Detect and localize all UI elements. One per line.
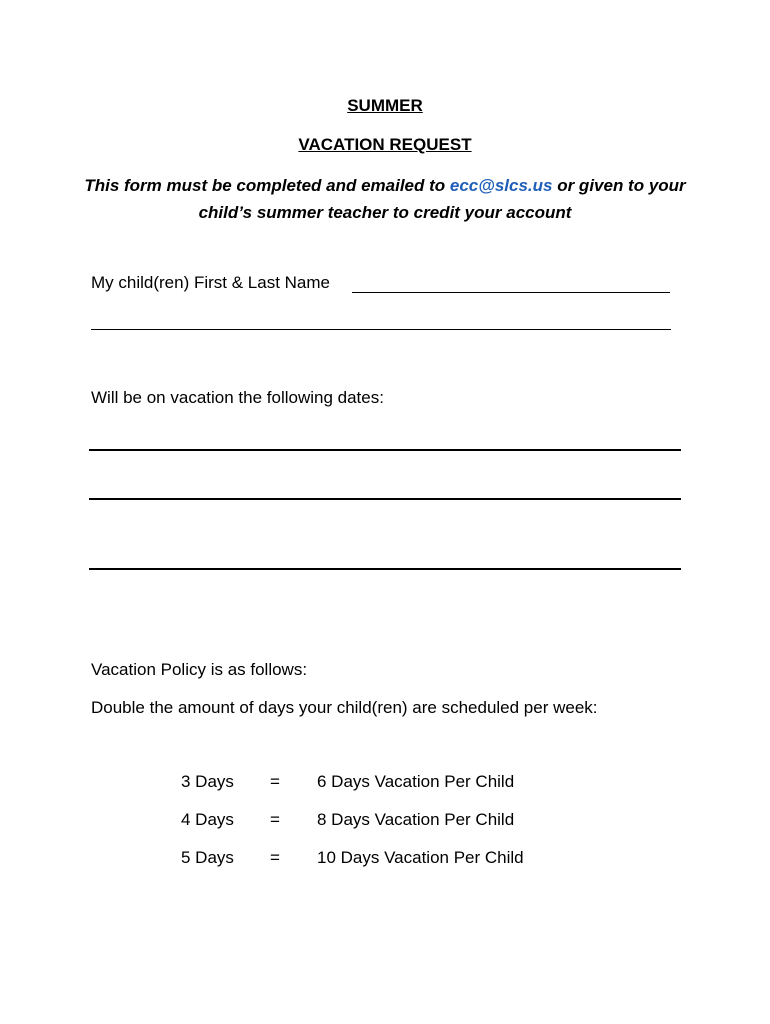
rule-days: 3 Days: [181, 772, 234, 791]
rule-equals: =: [270, 848, 280, 867]
title-summer: SUMMER: [347, 96, 423, 115]
rule-equals: =: [270, 772, 280, 791]
email-link[interactable]: ecc@slcs.us: [449, 176, 553, 195]
instruction-after-email: or given to your child’s summer teacher to credit your account: [198, 176, 686, 222]
rule-equals: =: [270, 810, 280, 829]
rule-vacation: 10 Days Vacation Per Child: [317, 848, 524, 867]
policy-title: Vacation Policy is as follows:: [91, 660, 308, 679]
rule-days: 4 Days: [181, 810, 234, 829]
instruction-before-email: This form must be completed and emailed to: [84, 176, 450, 195]
policy-description: Double the amount of days your child(ren) are scheduled per week:: [91, 698, 598, 717]
vacation-date-field-3[interactable]: [89, 568, 681, 570]
child-name-field[interactable]: [352, 292, 670, 293]
rule-vacation: 6 Days Vacation Per Child: [317, 772, 515, 791]
policy-rule-row: [0, 772, 770, 796]
instruction-text: [60, 172, 710, 226]
child-name-field-continued[interactable]: [91, 329, 671, 330]
policy-rule-row: [0, 848, 770, 872]
vacation-date-field-2[interactable]: [89, 498, 681, 500]
rule-vacation: 8 Days Vacation Per Child: [317, 810, 515, 829]
child-name-label: My child(ren) First & Last Name: [91, 273, 330, 292]
vacation-dates-label: Will be on vacation the following dates:: [91, 388, 384, 407]
title-vacation-request: VACATION REQUEST: [298, 135, 472, 154]
policy-rule-row: [0, 810, 770, 834]
vacation-date-field-1[interactable]: [89, 449, 681, 451]
rule-days: 5 Days: [181, 848, 234, 867]
